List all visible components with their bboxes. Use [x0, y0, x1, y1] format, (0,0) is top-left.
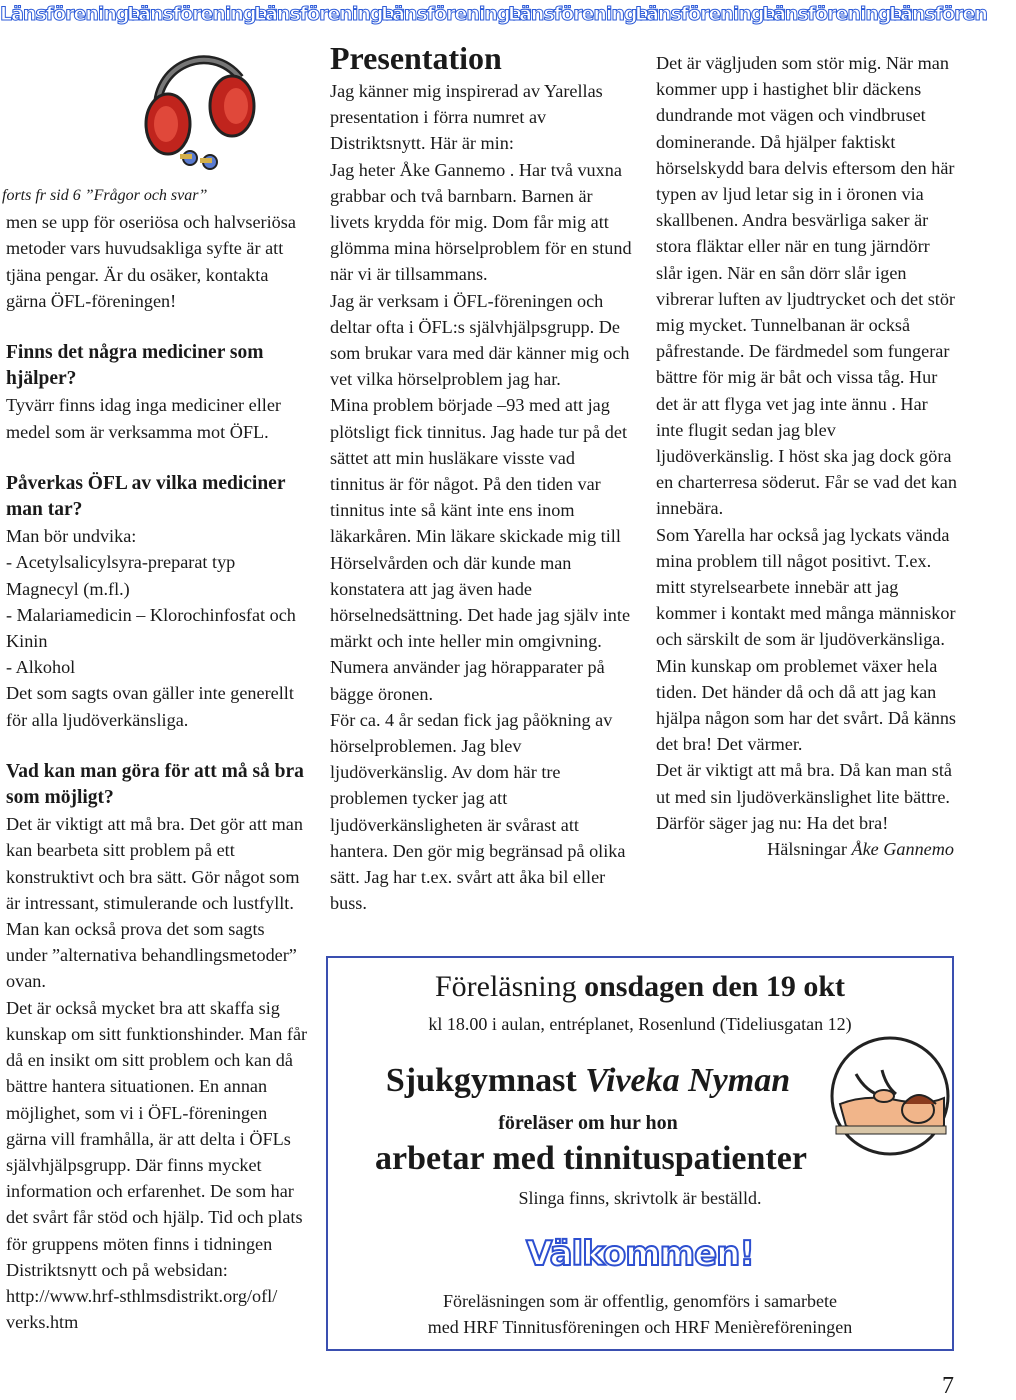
headphones-icon [140, 36, 260, 176]
column-presentation-cont [656, 50, 958, 862]
article-title: Presentation [330, 40, 502, 76]
faq-heading: Vad kan man göra för att må så bra som möjligt? [6, 760, 304, 809]
lecture-date: Föreläsning onsdagen den 19 okt [434, 970, 846, 1003]
banner-item: Länsföreningar [0, 3, 149, 25]
lecture-topic: arbetar med tinnituspatienter [375, 1140, 807, 1177]
paragraph: Det är viktigt att må bra. Det gör att man kan bearbeta sitt problem på ett konstruktivt och bra sätt. Gör något som är intressant, stimulerande och lustfyllt. Man kan också prova det som sagts under ”alternativa behandlingsmetoder” ovan. [6, 814, 303, 992]
website-link[interactable]: verks.htm [6, 1312, 79, 1333]
column-faq [2, 183, 308, 1335]
banner-item: Länsföreningar [254, 3, 403, 25]
banner-item: Länsföreningar [635, 3, 784, 25]
cooperation-note: Föreläsningen som är offentlig, genomförs i samarbete med HRF Tinnitusföreningen och HRF Menièreföreningen [427, 1291, 853, 1337]
lecture-announcement-box [326, 956, 954, 1351]
paragraph: Det som sagts ovan gäller inte generellt för alla ljudöverkänsliga. [6, 683, 294, 730]
paragraph: Man bör undvika: [6, 526, 137, 547]
lecture-intro: föreläser om hur hon [498, 1112, 678, 1134]
paragraph: Mina problem började –93 med att jag plötsligt fick tinnitus. Jag hade tur på det sättet att min husläkare visste vad tinnitus är för något. På den tiden var tinnitus inte så känt inte ens inom läkarkåren. Min läkare skickade mig till Hörselvården och där kunde man konstatera att jag även hade hörselnedsättning. Det hade jag själv inte märkt och inte heller min omgivning. Numera använder jag hörapparater på bägge öronen. [330, 395, 631, 704]
paragraph: För ca. 4 år sedan fick jag påökning av hörselproblemen. Jag blev ljudöverkänslig. Av dom här tre problemen tycker jag att ljudöverkänsligheten är svårast att hantera. Den gör mig begränsad på olika sätt. Jag har t.ex. svårt att åka bil eller buss. [330, 709, 626, 914]
banner-item: Länsföreningar [381, 3, 530, 25]
continued-note: forts fr sid 6 ”Frågor och svar” [2, 187, 208, 204]
faq-heading: Påverkas ÖFL av vilka mediciner man tar? [6, 472, 286, 521]
banner-item: Länsföreningar [127, 3, 276, 25]
paragraph: Det är vägljuden som stör mig. När man kommer upp i hastighet blir däckens dundrande mot vägen och vindbruset dominerande. Då hjälper faktiskt hörselskydd bara delvis eftersom den här typen av ljud letar sig in i öronen via skallbenen. Andra besvärliga saker är stora fläktar eller när en tung järndörr slår igen. När en sån dörr slår igen vibrerar luften av ljudtrycket och det stör mig mycket. Tunnelbanan är också påfrestande. De färdmedel som fungerar bättre för mig är båt och vissa tåg. Hur det är att flyga vet jag inte ännu . Har inte flugit sedan jag blev ljudöverkänslig. I höst ska jag dock göra en charterresa söderut. Får se vad det kan innebära. [656, 53, 957, 519]
signature: Hälsningar Åke Gannemo [767, 839, 954, 860]
lecture-location: kl 18.00 i aulan, entréplanet, Rosenlund (Tideliusgatan 12) [428, 1014, 852, 1034]
lecturer-name: Sjukgymnast Viveka Nyman [385, 1062, 791, 1099]
header-banner [0, 0, 987, 30]
paragraph: - Acetylsalicylsyra-preparat typ Magnecyl (m.fl.) [6, 552, 236, 599]
paragraph: Som Yarella har också jag lyckats vända mina problem till något positivt. T.ex. mitt styrelsearbete innebär att jag kommer i kontakt med många människor och särskilt de som är ljudöverkänsliga. Min kunskap om problemet växer hela tiden. Det händer då och då att jag kan hjälpa någon som har det svårt. Då känns det bra! Det värmer. [656, 524, 957, 755]
massage-icon [826, 1034, 954, 1158]
paragraph: - Malariamedicin – Klorochinfosfat och Kinin [6, 604, 296, 652]
paragraph: - Alkohol [6, 657, 76, 678]
signature-name: Åke Gannemo [851, 839, 954, 860]
paragraph: men se upp för oseriösa och halvseriösa metoder vars huvudsakliga syfte är att tjäna pengar. Är du osäker, kontakta gärna ÖFL-föreningen! [6, 212, 296, 311]
paragraph: Tyvärr finns idag inga mediciner eller medel som är verksamma mot ÖFL. [6, 395, 281, 442]
paragraph: Jag är verksam i ÖFL-föreningen och deltar ofta i ÖFL:s självhjälpsgrupp. De som brukar vara med där känner mig och vet vilka hörselproblem jag har. [330, 290, 630, 390]
accessibility-note: Slinga finns, skrivtolk är beställd. [518, 1188, 762, 1208]
paragraph: Det är också mycket bra att skaffa sig kunskap om sitt funktionshinder. Man får då en insikt om sitt problem och kan då bättre hantera situationen. En annan möjlighet, som vi i ÖFL-föreningen gärna vill framhålla, är att delta i ÖFLs självhjälpsgrupp. Där finns mycket information och erfarenhet. De som har det svårt får stöd och hjälp. Tid och plats för gruppens möten finns i tidningen Distriktsnytt och på websidan: [6, 997, 308, 1280]
website-link[interactable]: http://www.hrf-sthlmsdistrikt.org/ofl/ [6, 1285, 278, 1306]
banner-item: Länsfören [889, 3, 987, 25]
banner-item: Länsföreningar [508, 3, 657, 25]
paragraph: Jag känner mig inspirerad av Yarellas presentation i förra numret av Distriktsnytt. Här är min: [330, 81, 603, 154]
paragraph: Det är viktigt att må bra. Då kan man stå ut med sin ljudöverkänslighet lite bättre. Därför säger jag nu: Ha det bra! [656, 760, 952, 833]
paragraph: Jag heter Åke Gannemo . Har två vuxna grabbar och två barnbarn. Barnen är livets krydda för mig. Dom får mig att glömma mina hörselproblem för en stund när vi är tillsammans. [330, 159, 632, 285]
welcome-text: Välkommen! [526, 1234, 754, 1274]
banner-item: Länsföreningar [762, 3, 911, 25]
page-number: 7 [942, 1373, 954, 1399]
faq-heading: Finns det några mediciner som hjälper? [6, 342, 264, 390]
column-presentation [330, 40, 632, 917]
